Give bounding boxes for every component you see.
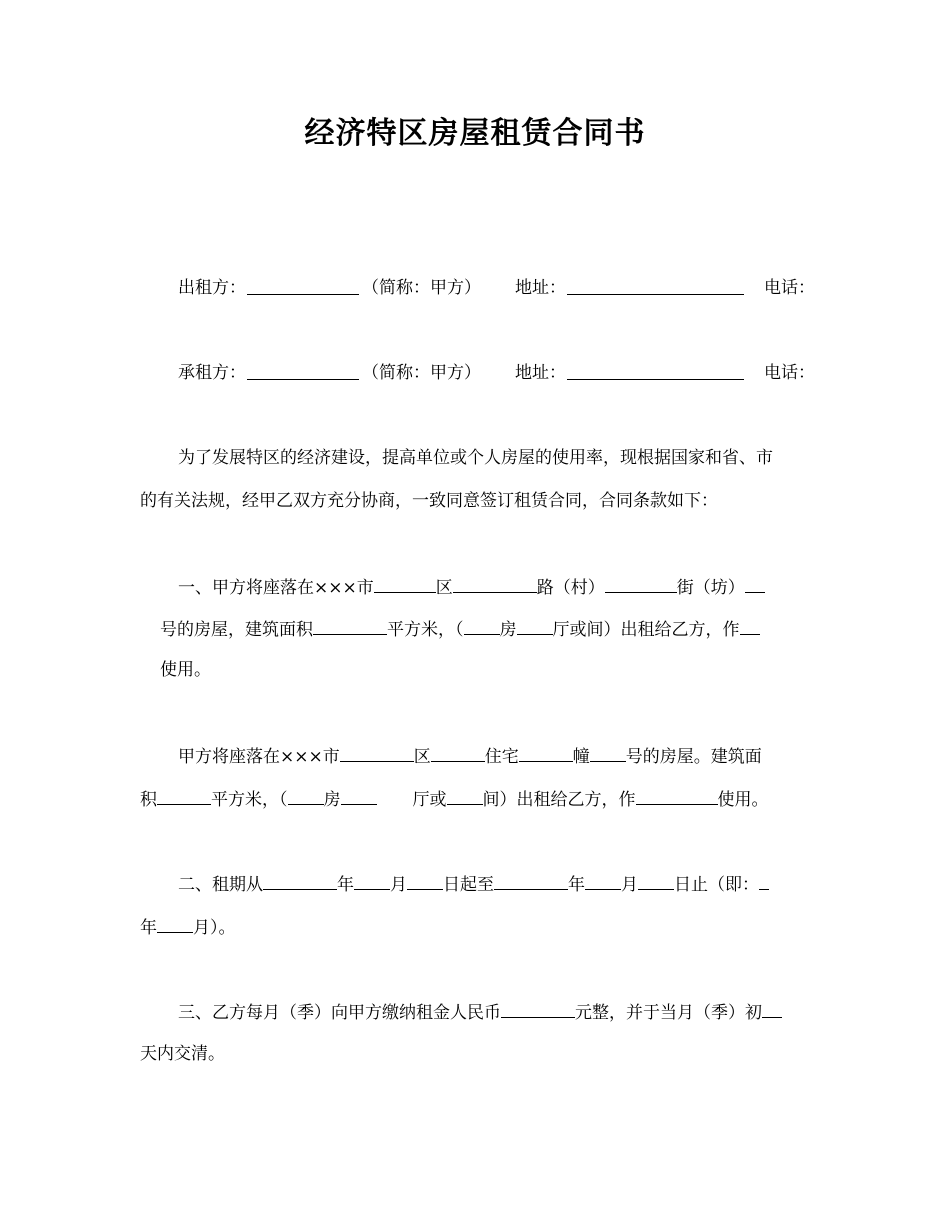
clause1-line-1 — [178, 574, 765, 600]
clause2-text-b: 年 — [337, 875, 354, 895]
clause2-text-f: 月 — [621, 875, 638, 895]
clause1b-text-j: 间）出租给乙方，作 — [482, 790, 636, 810]
street-blank — [605, 574, 677, 593]
clause1b-line-1 — [178, 743, 762, 769]
lessor-label: 出租方： — [178, 278, 246, 298]
rent-amount-blank — [501, 999, 575, 1018]
alt-rooms-blank — [288, 786, 324, 805]
clause2-text-a: 二、租期从 — [178, 875, 263, 895]
clause1b-text-i: 厅或 — [412, 790, 447, 810]
alt-residence-blank — [431, 743, 485, 762]
clause3-text-a: 三、乙方每月（季）向甲方缴纳租金人民币 — [178, 1003, 501, 1023]
clause2-text-i: 月）。 — [193, 918, 236, 938]
end-month-blank — [585, 871, 621, 890]
clause1-text-f: 平方米，（ — [387, 620, 464, 640]
clause1b-text-h: 房 — [323, 790, 341, 810]
clause1-text-g: 房 — [499, 620, 517, 640]
lessee-address-label: 地址： — [515, 363, 566, 383]
clause1b-text-f: 积 — [140, 790, 157, 810]
alt-halls-blank — [341, 786, 377, 805]
clause2-text-d: 日起至 — [443, 875, 494, 895]
clause2-line-2 — [140, 914, 236, 940]
clause1-text-d: 街（坊） — [676, 578, 745, 598]
page-title: 经济特区房屋租赁合同书 — [304, 116, 646, 151]
clause3-line-1 — [178, 999, 782, 1025]
clause2-text-h: 年 — [140, 918, 157, 938]
clause1-text-e: 号的房屋，建筑面积 — [160, 620, 313, 640]
lessor-address-label: 地址： — [515, 278, 566, 298]
end-day-blank — [638, 871, 674, 890]
lessee-label: 承租方： — [178, 363, 246, 383]
lessor-row — [0, 276, 950, 300]
alt-units-blank — [447, 786, 483, 805]
clause1b-text-k: 使用。 — [717, 790, 769, 810]
lessee-name-blank — [247, 361, 359, 380]
clause1-text-a: 一、甲方将座落在×××市 — [178, 578, 374, 598]
clause2-text-g: 日止（即： — [674, 875, 759, 895]
lessor-abbr: （简称：甲方） — [362, 278, 481, 298]
clause1b-line-2 — [140, 786, 769, 812]
start-year-blank — [263, 871, 337, 890]
clause2-line-1 — [178, 871, 769, 897]
alt-area-blank — [157, 786, 211, 805]
lessee-address-blank — [567, 361, 744, 380]
lessee-phone-label: 电话： — [764, 363, 815, 383]
clause1b-text-b: 区 — [413, 747, 431, 767]
road-blank — [453, 574, 537, 593]
term-years-blank — [759, 871, 769, 890]
area-blank — [313, 616, 387, 635]
clause1-text-b: 区 — [435, 578, 453, 598]
clause1b-text-g: 平方米，（ — [211, 790, 288, 810]
lessee-row — [0, 361, 950, 385]
rooms-blank — [464, 616, 500, 635]
pay-days-blank — [762, 999, 782, 1018]
halls-blank — [517, 616, 553, 635]
term-months-blank — [157, 914, 193, 933]
alt-number-blank — [590, 743, 626, 762]
clause2-text-c: 月 — [390, 875, 407, 895]
clause1b-text-a: 甲方将座落在×××市 — [178, 747, 340, 767]
clause3-line-2: 天内交清。 — [140, 1044, 225, 1064]
number-blank — [745, 574, 765, 593]
clause1b-text-c: 住宅 — [484, 747, 519, 767]
purpose-blank — [740, 616, 760, 635]
start-day-blank — [407, 871, 443, 890]
clause2-text-e: 年 — [568, 875, 585, 895]
clause1-text-h: 厅或间）出租给乙方，作 — [552, 620, 740, 640]
clause3-text-b: 元整，并于当月（季）初 — [575, 1003, 762, 1023]
intro-line-1: 为了发展特区的经济建设，提高单位或个人房屋的使用率，现根据国家和省、市 — [178, 448, 773, 468]
lessor-name-blank — [247, 276, 359, 295]
clause1-line-2 — [160, 616, 760, 642]
start-month-blank — [354, 871, 390, 890]
clause1-line-3: 使用。 — [160, 660, 211, 680]
end-year-blank — [494, 871, 568, 890]
alt-purpose-blank — [636, 786, 718, 805]
lessee-abbr: （简称：甲方） — [362, 363, 481, 383]
clause1-text-c: 路（村） — [536, 578, 605, 598]
clause1b-text-e: 号的房屋。建筑面 — [625, 747, 762, 767]
clause1b-text-d: 幢 — [572, 747, 590, 767]
lessor-phone-label: 电话： — [764, 278, 815, 298]
alt-district-blank — [340, 743, 414, 762]
city-district-blank — [374, 574, 436, 593]
intro-line-2: 的有关法规，经甲乙双方充分协商，一致同意签订租赁合同，合同条款如下： — [140, 491, 718, 511]
alt-building-blank — [519, 743, 573, 762]
lessor-address-blank — [567, 276, 744, 295]
